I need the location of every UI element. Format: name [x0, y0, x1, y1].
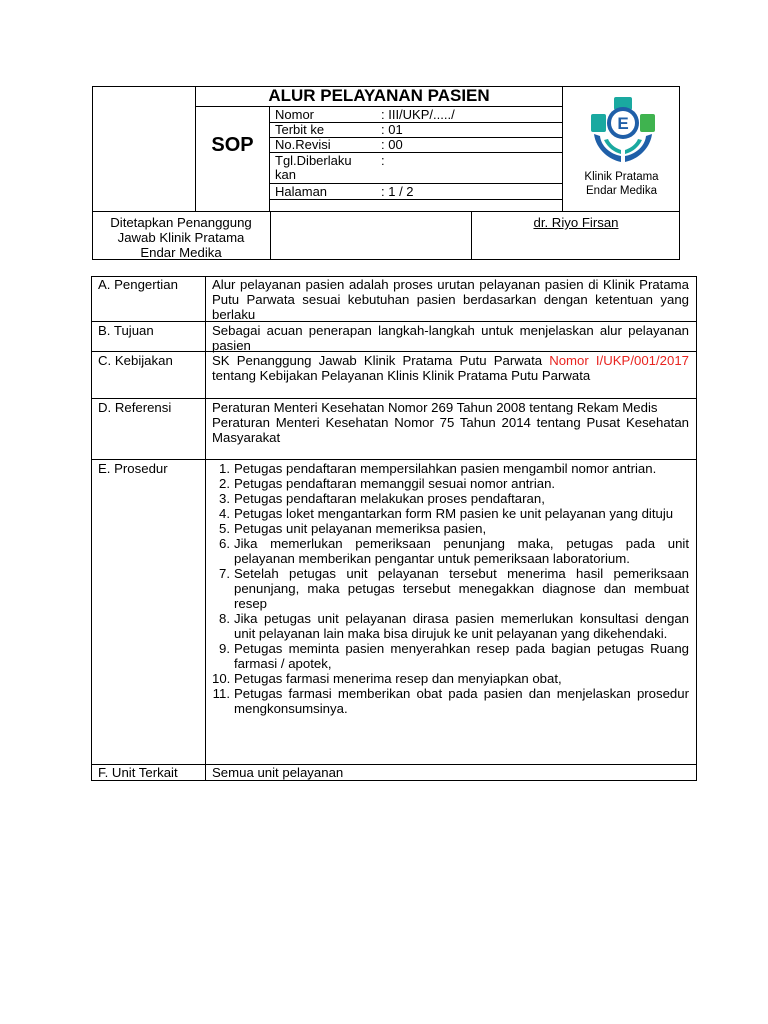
meta-value-tgl: :	[381, 153, 385, 168]
step-number: 8.	[219, 611, 230, 626]
clinic-name-line2: Endar Medika	[586, 184, 657, 197]
prosedur-step	[212, 686, 689, 716]
step-text: Petugas pendaftaran memanggil sesuai nomor antrian.	[234, 476, 556, 491]
step-text: Jika petugas unit pelayanan dirasa pasien memerlukan konsultasi dengan unit pelayanan lain maka bisa dirujuk ke unit pelayanan yang dikehendaki.	[234, 611, 689, 641]
prosedur-step	[212, 521, 689, 536]
prosedur-step	[212, 461, 689, 476]
prosedur-step	[212, 536, 689, 566]
step-text: Petugas pendaftaran mempersilahkan pasien mengambil nomor antrian.	[234, 461, 657, 476]
logo-letter: E	[617, 114, 629, 133]
row-label-unit-terkait: F. Unit Terkait	[98, 765, 178, 780]
meta-value-revisi: : 00	[381, 137, 403, 152]
meta-label-terbit: Terbit ke	[275, 122, 325, 137]
referensi-item: Peraturan Menteri Kesehatan Nomor 75 Tahun 2014 tentang Pusat Kesehatan Masyarakat	[212, 415, 689, 445]
meta-value-nomor: : III/UKP/...../	[381, 107, 455, 122]
step-text: Petugas unit pelayanan memeriksa pasien,	[234, 521, 487, 536]
header-divider	[269, 199, 562, 200]
meta-value-terbit: : 01	[381, 122, 403, 137]
prosedur-step	[212, 611, 689, 641]
row-label-prosedur: E. Prosedur	[98, 461, 168, 476]
clinic-name-line1: Klinik Pratama	[584, 171, 659, 183]
prosedur-step	[212, 476, 689, 491]
header-divider	[270, 211, 271, 260]
meta-label-tgl: Tgl.Diberlaku	[275, 153, 352, 168]
clinic-name	[563, 171, 680, 198]
row-text-pengertian: Alur pelayanan pasien adalah proses urutan pelayanan pasien di Klinik Pratama Putu Parwata sesuai kebutuhan pasien berdasarkan dengan ketentuan yang berlaku	[212, 277, 689, 322]
step-text: Petugas farmasi menerima resep dan menyiapkan obat,	[234, 671, 562, 686]
row-text-unit-terkait: Semua unit pelayanan	[212, 765, 344, 780]
ditetapkan-line1: Ditetapkan Penanggung	[110, 215, 252, 230]
row-text-tujuan: Sebagai acuan penerapan langkah-langkah untuk menjelaskan alur pelayanan pasien	[212, 323, 689, 353]
step-number: 5.	[219, 521, 230, 536]
row-label-referensi: D. Referensi	[98, 400, 172, 415]
step-number: 9.	[219, 641, 230, 656]
meta-label-revisi: No.Revisi	[275, 137, 331, 152]
step-number: 3.	[219, 491, 230, 506]
meta-label-nomor: Nomor	[275, 107, 315, 122]
prosedur-step	[212, 671, 689, 686]
kebijakan-text-pre: SK Penanggung Jawab Klinik Pratama Putu Parwata	[212, 353, 550, 368]
meta-value-halaman: : 1 / 2	[381, 184, 414, 199]
sop-label: SOP	[211, 134, 254, 156]
step-number: 2.	[219, 476, 230, 491]
ditetapkan-line2: Jawab Klinik Pratama	[117, 230, 245, 245]
row-label-tujuan: B. Tujuan	[98, 323, 154, 338]
kebijakan-nomor: Nomor I/UKP/001/2017	[549, 353, 689, 368]
prosedur-step	[212, 506, 689, 521]
prosedur-step	[212, 491, 689, 506]
step-text: Petugas farmasi memberikan obat pada pasien dan menjelaskan prosedur mengkonsumsinya.	[234, 686, 689, 716]
step-number: 10.	[212, 671, 231, 686]
step-text: Jika memerlukan pemeriksaan penunjang maka, petugas pada unit pelayanan memberikan pengantar untuk pemeriksaan laboratorium.	[234, 536, 689, 566]
step-text: Setelah petugas unit pelayanan tersebut menerima hasil pemeriksaan penunjang, maka petugas tersebut menegakkan diagnose dan membuat resep	[234, 566, 689, 611]
step-text: Petugas meminta pasien menyerahkan resep pada bagian petugas Ruang farmasi / apotek,	[234, 641, 689, 671]
step-number: 6.	[219, 536, 230, 551]
step-text: Petugas loket mengantarkan form RM pasien ke unit pelayanan yang dituju	[234, 506, 674, 521]
table-divider	[91, 459, 697, 460]
clinic-logo-icon	[586, 94, 660, 166]
clinic-logo	[586, 94, 660, 166]
ditetapkan-text	[93, 215, 269, 260]
row-text-prosedur	[212, 461, 689, 716]
header-divider	[195, 106, 562, 107]
row-label-pengertian: A. Pengertian	[98, 277, 178, 292]
kebijakan-text-post: tentang Kebijakan Pelayanan Klinis Klinik Pratama Putu Parwata	[212, 368, 591, 383]
step-number: 4.	[219, 506, 230, 521]
row-label-kebijakan: C. Kebijakan	[98, 353, 173, 368]
meta-label-tgl-cont: kan	[275, 167, 296, 182]
referensi-item: Peraturan Menteri Kesehatan Nomor 269 Tahun 2008 tentang Rekam Medis	[212, 400, 658, 415]
ditetapkan-line3: Endar Medika	[140, 245, 222, 260]
prosedur-step	[212, 641, 689, 671]
header-divider	[92, 211, 680, 212]
row-text-referensi	[212, 400, 689, 445]
document-title: ALUR PELAYANAN PASIEN	[268, 86, 490, 105]
prosedur-list	[212, 461, 689, 716]
step-text: Petugas pendaftaran melakukan proses pendaftaran,	[234, 491, 545, 506]
signer-name: dr. Riyo Firsan	[533, 215, 619, 230]
step-number: 11.	[212, 686, 230, 701]
row-text-kebijakan	[212, 353, 689, 383]
meta-label-halaman: Halaman	[275, 184, 328, 199]
step-number: 7.	[219, 566, 230, 581]
prosedur-step	[212, 566, 689, 611]
step-number: 1.	[219, 461, 230, 476]
table-divider	[91, 398, 697, 399]
